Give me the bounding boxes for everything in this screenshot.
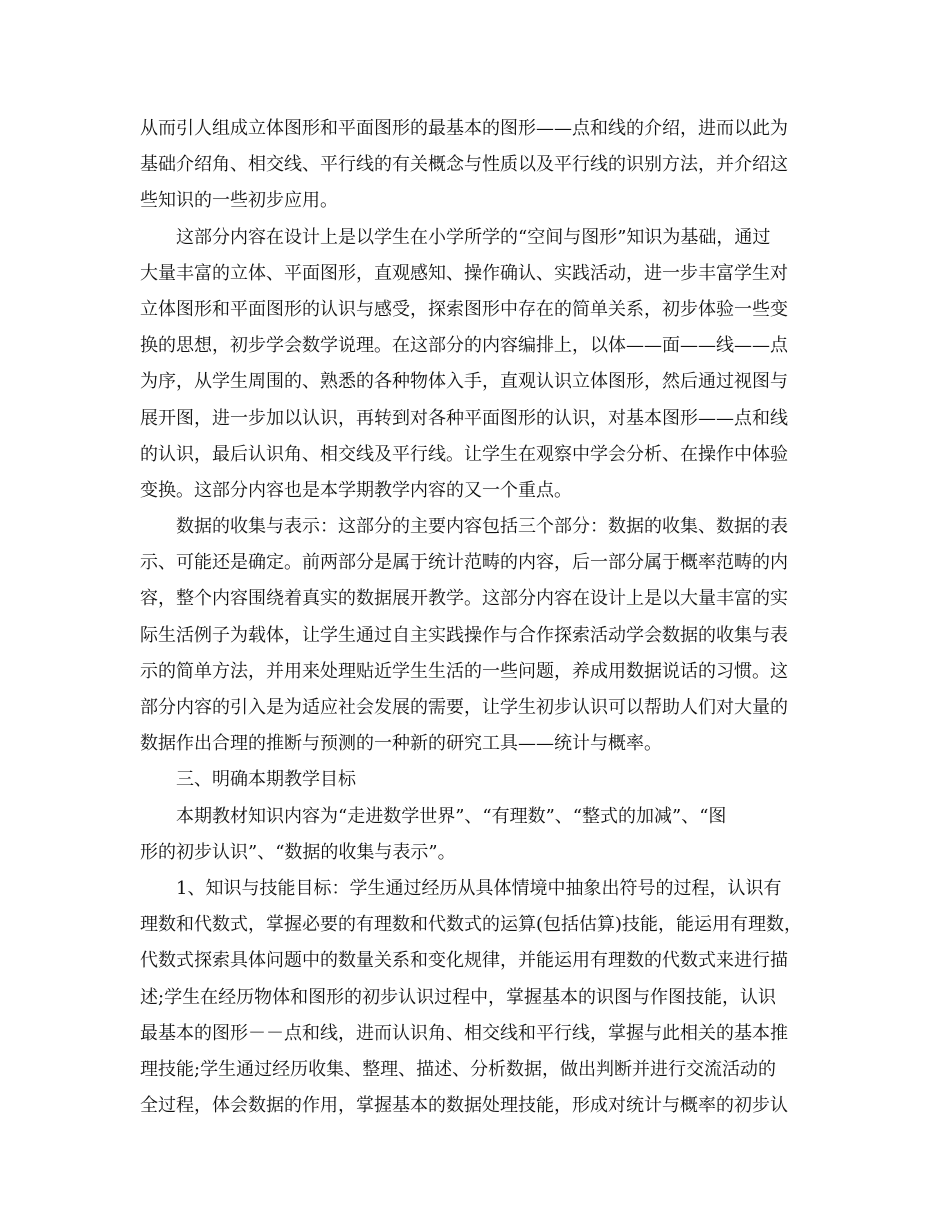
text-line: 换的思想，初步学会数学说理。在这部分的内容编排上，以体——面——线——点: [140, 335, 788, 357]
text-line: 部分内容的引入是为适应社会发展的需要，让学生初步认识可以帮助人们对大量的: [140, 697, 788, 718]
section-heading: 三、明确本期教学目标: [140, 769, 356, 791]
text-line: 全过程，体会数据的作用，掌握基本的数据处理技能，形成对统计与概率的初步认: [140, 1095, 788, 1117]
text-line: 本期教材知识内容为“走进数学世界”、“有理数”、“整式的加减”、“图: [140, 805, 727, 827]
text-line: 的认识，最后认识角、相交线及平行线。让学生在观察中学会分析、在操作中体验: [140, 443, 788, 465]
text-line: 际生活例子为载体，让学生通过自主实践操作与合作探索活动学会数据的收集与表: [140, 624, 788, 646]
text-line: 这部分内容在设计上是以学生在小学所学的“空间与图形”知识为基础，通过: [140, 226, 771, 248]
text-line: 大量丰富的立体、平面图形，直观感知、操作确认、实践活动，进一步丰富学生对: [140, 262, 788, 284]
text-line: 形的初步认识”、“数据的收集与表示”。: [140, 841, 456, 863]
text-line: 变换。这部分内容也是本学期教学内容的又一个重点。: [140, 479, 572, 501]
text-line: 为序，从学生周围的、熟悉的各种物体入手，直观认识立体图形，然后通过视图与: [140, 371, 788, 393]
text-line: 数据作出合理的推断与预测的一种新的研究工具——统计与概率。: [140, 733, 662, 755]
text-line: 最基本的图形－－点和线，进而认识角、相交线和平行线，掌握与此相关的基本推: [140, 1022, 788, 1044]
text-line: 1、知识与技能目标：学生通过经历从具体情境中抽象出符号的过程，认识有: [140, 877, 782, 899]
text-line: 代数式探索具体问题中的数量关系和变化规律，并能运用有理数的代数式来进行描: [140, 950, 788, 972]
text-line: 示的简单方法，并用来处理贴近学生生活的一些问题，养成用数据说话的习惯。这: [140, 660, 788, 682]
text-line: 从而引人组成立体图形和平面图形的最基本的图形——点和线的介绍，进而以此为: [140, 118, 788, 139]
body-text: [140, 111, 820, 1124]
text-line: 展开图，进一步加以认识，再转到对各种平面图形的认识，对基本图形——点和线: [140, 407, 788, 429]
text-line: 立体图形和平面图形的认识与感受，探索图形中存在的简单关系，初步体验一些变: [140, 298, 788, 320]
text-line: 理技能;学生通过经历收集、整理、描述、分析数据，做出判断并进行交流活动的: [140, 1058, 777, 1080]
text-line: 容，整个内容围绕着真实的数据展开教学。这部分内容在设计上是以大量丰富的实: [140, 588, 788, 610]
text-line: 数据的收集与表示：这部分的主要内容包括三个部分：数据的收集、数据的表: [140, 516, 788, 538]
text-line: 理数和代数式，掌握必要的有理数和代数式的运算(包括估算)技能，能运用有理数，: [140, 914, 803, 936]
text-line: 述;学生在经历物体和图形的初步认识过程中，掌握基本的识图与作图技能，认识: [140, 986, 777, 1008]
text-line: 基础介绍角、相交线、平行线的有关概念与性质以及平行线的识别方法，并介绍这: [140, 154, 788, 176]
text-line: 些知识的一些初步应用。: [140, 190, 338, 212]
text-line: 示、可能还是确定。前两部分是属于统计范畴的内容，后一部分属于概率范畴的内: [140, 552, 788, 574]
